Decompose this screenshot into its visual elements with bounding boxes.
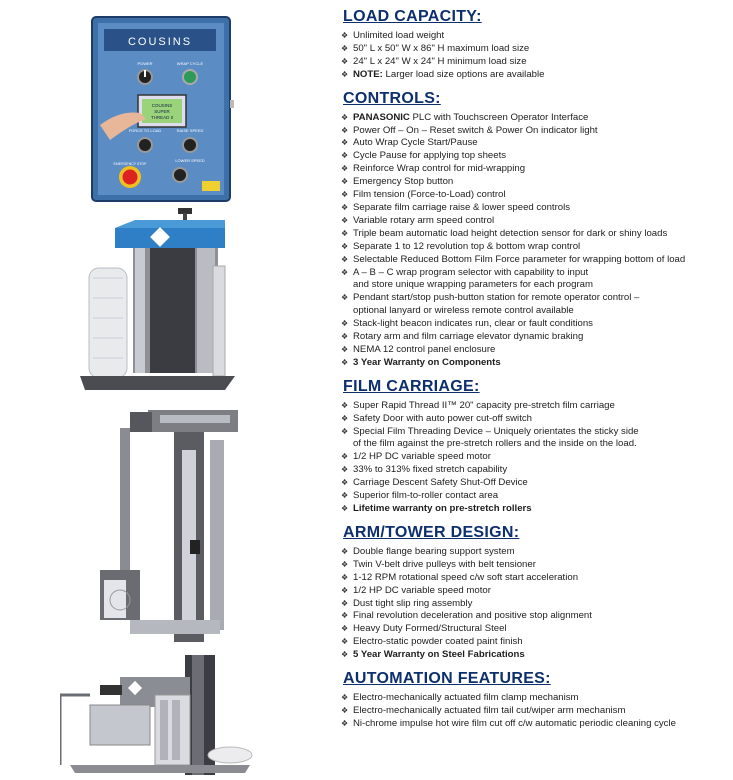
spec-item	[340, 357, 730, 370]
section-heading: ARM/TOWER DESIGN:	[343, 523, 520, 541]
spec-item	[340, 598, 730, 611]
spec-item	[340, 610, 730, 623]
spec-item-text: 1-12 RPM rotational speed c/w soft start acceleration	[353, 571, 579, 583]
spec-item-text: 1/2 HP DC variable speed motor	[353, 451, 491, 463]
spec-item-bold: NOTE:	[353, 68, 383, 80]
spec-item	[340, 477, 730, 490]
spec-item-text: Rotary arm and film carriage elevator dynamic braking	[353, 331, 584, 343]
spec-item-text: Cycle Pause for applying top sheets	[353, 150, 507, 162]
spec-item	[340, 56, 730, 69]
controls-list	[340, 112, 730, 370]
load-capacity-list	[340, 30, 730, 82]
spec-item	[340, 426, 730, 439]
spec-item	[340, 572, 730, 585]
control-panel-image	[90, 15, 240, 205]
section-heading: LOAD CAPACITY:	[343, 8, 482, 25]
spec-item-text: Electro-static powder coated paint finish	[353, 636, 523, 648]
automation-image	[60, 655, 255, 775]
spec-item	[340, 438, 730, 451]
spec-item	[340, 189, 730, 202]
section-heading: CONTROLS:	[343, 89, 441, 107]
spec-item-text: Unlimited load weight	[353, 30, 445, 41]
spec-item-text: Film tension (Force-to-Load) control	[353, 189, 506, 201]
spec-item	[340, 267, 730, 280]
spec-item	[340, 292, 730, 305]
spec-item-text: Safety Door with auto power cut-off switch	[353, 412, 532, 424]
spec-item	[340, 30, 730, 43]
spec-item	[340, 585, 730, 598]
spec-item	[340, 705, 730, 718]
spec-item-text: Dust tight slip ring assembly	[353, 597, 473, 609]
spec-item	[340, 150, 730, 163]
spec-item	[340, 69, 730, 82]
spec-item	[340, 331, 730, 344]
spec-item-text: 1/2 HP DC variable speed motor	[353, 584, 491, 596]
spec-item-text: 50" L x 50" W x 86" H maximum load size	[353, 42, 530, 54]
spec-item	[340, 176, 730, 189]
spec-item-text: 33% to 313% fixed stretch capability	[353, 464, 508, 476]
spec-item-text: optional lanyard or wireless remote control available	[353, 305, 574, 317]
section-film-carriage	[340, 378, 730, 516]
automation-list	[340, 692, 730, 731]
spec-item	[340, 125, 730, 138]
spec-item-text: Auto Wrap Cycle Start/Pause	[353, 137, 478, 149]
spec-item-text: Emergency Stop button	[353, 176, 454, 188]
spec-item-text: and store unique wrapping parameters for each program	[353, 279, 593, 291]
section-arm-tower	[340, 524, 730, 662]
spec-item-text: NEMA 12 control panel enclosure	[353, 343, 496, 355]
spec-item-text: Separate 1 to 12 revolution top & bottom wrap control	[353, 240, 581, 252]
spec-item-text: 24" L x 24" W x 24" H minimum load size	[353, 55, 527, 67]
spec-item	[340, 503, 730, 516]
spec-item-text: Electro-mechanically actuated film clamp mechanism	[353, 692, 579, 704]
spec-item	[340, 215, 730, 228]
spec-item	[340, 43, 730, 56]
screen-line-1: COUSINS	[151, 103, 173, 108]
product-images	[0, 0, 330, 780]
spec-item	[340, 228, 730, 241]
spec-item	[340, 254, 730, 267]
spec-item-text: Twin V-belt drive pulleys with belt tensioner	[353, 558, 536, 570]
spec-text-column	[340, 8, 730, 739]
stretch-wrapper-image	[75, 208, 240, 393]
spec-item-text: Super Rapid Thread II™ 20" capacity pre-stretch film carriage	[353, 399, 615, 411]
panel-label-wrap: WRAP CYCLE	[176, 61, 204, 66]
spec-item	[340, 112, 730, 125]
spec-item-text: Carriage Descent Safety Shut-Off Device	[353, 477, 528, 489]
film-carriage-list	[340, 400, 730, 516]
spec-item	[340, 718, 730, 731]
panel-brand: COUSINS	[127, 36, 193, 48]
section-automation	[340, 670, 730, 731]
spec-item-text: Pendant start/stop push-button station for remote operator control –	[353, 292, 640, 304]
spec-item-text: Superior film-to-roller contact area	[353, 490, 499, 502]
spec-item	[340, 451, 730, 464]
spec-item-text: Separate film carriage raise & lower speed controls	[353, 201, 571, 213]
spec-item-bold: 3 Year Warranty on Components	[353, 356, 501, 368]
spec-item	[340, 137, 730, 150]
section-load-capacity	[340, 8, 730, 82]
spec-item-text: PLC with Touchscreen Operator Interface	[409, 111, 589, 123]
panel-label-raise: RAISE SPEED	[176, 128, 204, 133]
spec-item-text: Electro-mechanically actuated film tail cut/wiper arm mechanism	[353, 704, 626, 716]
panel-label-estop: EMERGENCY STOP	[113, 162, 147, 166]
spec-item-text: Selectable Reduced Bottom Film Force parameter for wrapping bottom of load	[353, 253, 686, 265]
spec-item-text: Double flange bearing support system	[353, 545, 515, 557]
screen-line-2: SUPER	[154, 109, 170, 114]
spec-item	[340, 241, 730, 254]
spec-item	[340, 559, 730, 572]
spec-item-text: Final revolution deceleration and positive stop alignment	[353, 610, 592, 622]
spec-item	[340, 344, 730, 357]
panel-label-lower: LOWER SPEED	[175, 158, 205, 163]
spec-item-text: Heavy Duty Formed/Structural Steel	[353, 623, 507, 635]
spec-item-text: Reinforce Wrap control for mid-wrapping	[353, 163, 526, 175]
spec-item	[340, 636, 730, 649]
spec-item	[340, 318, 730, 331]
spec-item-text: Ni-chrome impulse hot wire film cut off c/w automatic periodic cleaning cycle	[353, 717, 676, 729]
spec-item-text: Stack-light beacon indicates run, clear or fault conditions	[353, 318, 593, 330]
spec-item-text: Triple beam automatic load height detection sensor for dark or shiny loads	[353, 227, 668, 239]
spec-item	[340, 464, 730, 477]
spec-item	[340, 623, 730, 636]
spec-item	[340, 305, 730, 318]
spec-item	[340, 202, 730, 215]
spec-item	[340, 413, 730, 426]
arm-tower-list	[340, 546, 730, 662]
spec-item-bold: Lifetime warranty on pre-stretch rollers	[353, 503, 532, 514]
spec-item	[340, 400, 730, 413]
spec-item	[340, 692, 730, 705]
section-heading: FILM CARRIAGE:	[343, 377, 480, 395]
spec-item-text: A – B – C wrap program selector with capability to input	[353, 266, 589, 278]
spec-item	[340, 163, 730, 176]
section-controls	[340, 90, 730, 370]
spec-item-text: Power Off – On – Reset switch & Power On indicator light	[353, 124, 598, 136]
spec-item	[340, 490, 730, 503]
spec-item	[340, 279, 730, 292]
screen-line-3: THREAD II	[150, 115, 174, 120]
panel-label-power: POWER	[137, 61, 153, 66]
panel-label-force: FORCE TO LOAD	[128, 128, 162, 133]
section-heading: AUTOMATION FEATURES:	[343, 670, 551, 688]
spec-item-bold: 5 Year Warranty on Steel Fabrications	[353, 649, 525, 661]
arm-tower-image	[90, 400, 240, 645]
spec-item-text: of the film against the pre-stretch rollers and the inside on the load.	[353, 438, 637, 450]
spec-item-text: Special Film Threading Device – Uniquely orientates the sticky side	[353, 425, 639, 437]
spec-item	[340, 649, 730, 662]
spec-item	[340, 546, 730, 559]
spec-item-text: Larger load size options are available	[382, 68, 545, 80]
spec-item-bold: PANASONIC	[353, 111, 410, 123]
spec-item-text: Variable rotary arm speed control	[353, 214, 495, 226]
